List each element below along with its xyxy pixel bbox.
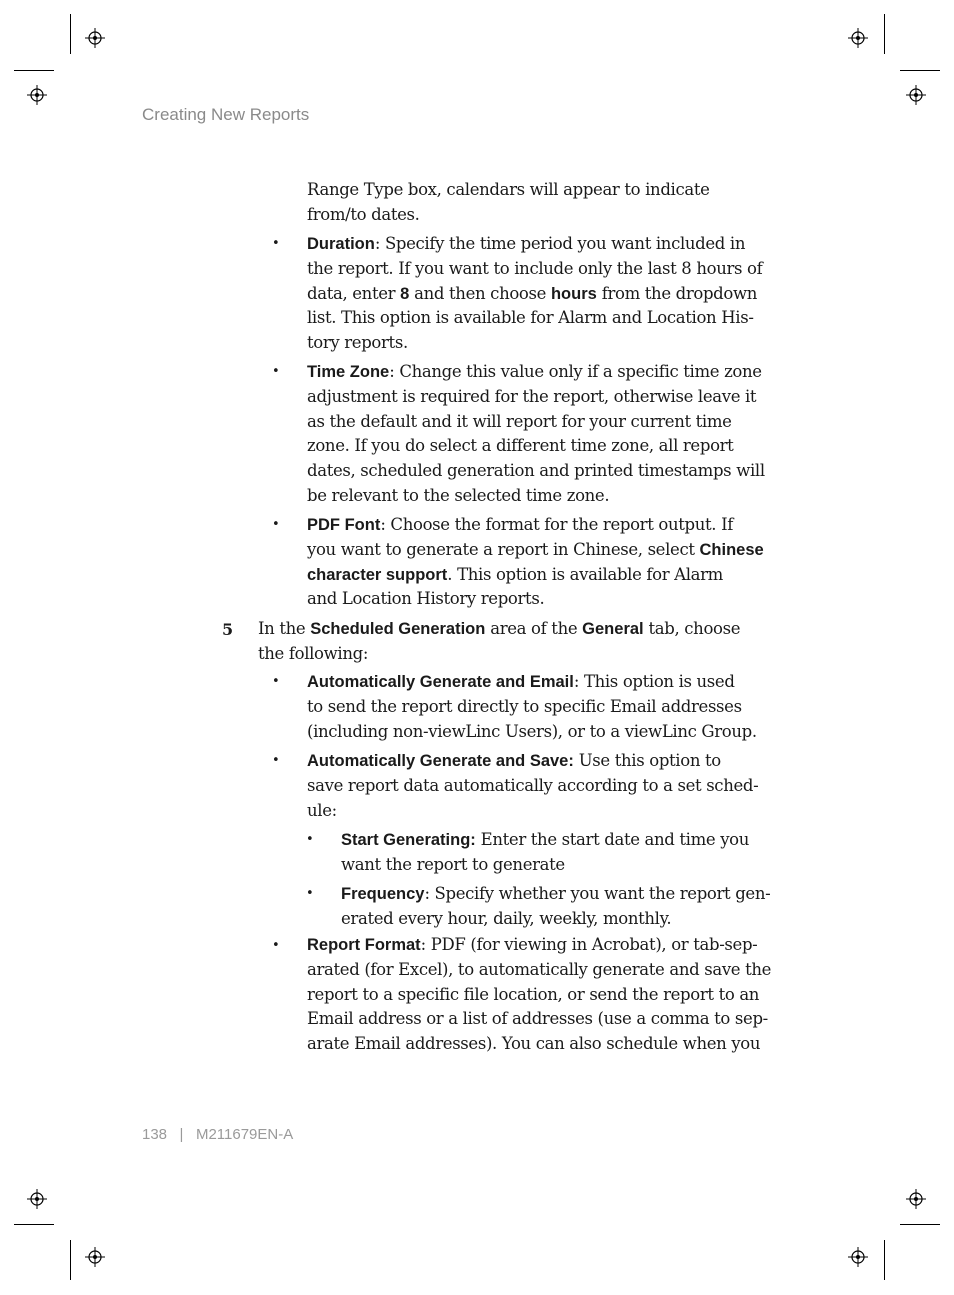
registration-mark-icon	[85, 28, 105, 48]
term-label: Time Zone	[307, 363, 390, 381]
text-line: Time Zone: Change this value only if a specific time zone	[307, 362, 762, 381]
text-line: the report. If you want to include only the last 8 hours of	[307, 258, 763, 278]
term-label: Frequency	[341, 885, 425, 903]
registration-mark-icon	[848, 28, 868, 48]
text-line: character support. This option is available for Alarm	[307, 564, 723, 584]
registration-mark-icon	[27, 85, 47, 105]
bullet-marker: •	[306, 886, 314, 901]
ui-value: Chinese	[699, 540, 764, 559]
text-line: from/to dates.	[307, 204, 420, 224]
ui-value: hours	[550, 284, 597, 303]
text-line: you want to generate a report in Chinese, select Chinese	[307, 539, 764, 559]
text-line: arate Email addresses). You can also schedule when you	[307, 1034, 761, 1054]
document-id: M211679EN-A	[195, 1126, 294, 1143]
crop-mark	[70, 14, 71, 54]
frequency-item	[341, 882, 770, 932]
crop-mark	[14, 70, 54, 71]
running-header: Creating New Reports	[142, 105, 310, 124]
text-line: want the report to generate	[341, 854, 565, 874]
term-label: Automatically Generate and Email	[307, 673, 574, 691]
crop-mark	[900, 70, 940, 71]
text-line: save report data automatically according to a set sched-	[307, 775, 759, 795]
text-line: dates, scheduled generation and printed timestamps will	[307, 461, 765, 481]
duration-item	[307, 232, 762, 356]
text-line: ule:	[307, 800, 337, 820]
ui-value: 8	[400, 284, 410, 303]
text-line: and Location History reports.	[307, 589, 545, 609]
footer-separator: |	[179, 1126, 184, 1143]
text-line: PDF Font: Choose the format for the report output. If	[307, 515, 734, 534]
pdf-font-item	[307, 513, 764, 612]
bullet-marker: •	[272, 674, 280, 689]
ui-value: character support	[307, 565, 448, 584]
crop-mark	[884, 1240, 885, 1280]
term-label: Automatically Generate and Save:	[307, 752, 574, 770]
registration-mark-icon	[906, 85, 926, 105]
bullet-marker: •	[272, 364, 280, 379]
crop-mark	[884, 14, 885, 54]
term-label: Start Generating:	[341, 831, 476, 849]
step-5-paragraph	[258, 617, 740, 667]
text-line: Frequency: Specify whether you want the report gen-	[341, 884, 771, 903]
auto-email-item	[307, 670, 757, 744]
term-label: Report Format	[307, 936, 421, 954]
auto-save-item	[307, 749, 758, 823]
registration-mark-icon	[85, 1247, 105, 1267]
text-line: data, enter 8 and then choose hours from the dropdown	[307, 283, 758, 303]
ui-label: Scheduled Generation	[310, 620, 486, 638]
text-line: tory reports.	[307, 333, 408, 353]
text-line: zone. If you do select a different time zone, all report	[307, 436, 734, 456]
crop-mark	[14, 1224, 54, 1225]
bullet-marker: •	[272, 517, 280, 532]
text-line: arated (for Excel), to automatically generate and save the	[307, 959, 772, 979]
term-label: Duration	[307, 235, 375, 253]
text-line: (including non-viewLinc Users), or to a viewLinc Group.	[307, 721, 757, 741]
text-line: to send the report directly to specific Email addresses	[307, 696, 742, 716]
registration-mark-icon	[906, 1189, 926, 1209]
text-line: as the default and it will report for your current time	[307, 411, 732, 431]
text-line: erated every hour, daily, weekly, monthly.	[341, 908, 672, 928]
text-line: be relevant to the selected time zone.	[307, 485, 610, 505]
registration-mark-icon	[848, 1247, 868, 1267]
text-line: Duration: Specify the time period you want included in	[307, 234, 746, 253]
text-line: Report Format: PDF (for viewing in Acrobat), or tab-sep-	[307, 935, 758, 954]
bullet-marker: •	[272, 236, 280, 251]
report-format-item	[307, 933, 771, 1057]
text-line: Start Generating: Enter the start date and time you	[341, 830, 750, 849]
text-line: Email address or a list of addresses (use a comma to sep-	[307, 1009, 768, 1029]
text-line: report to a specific file location, or send the report to an	[307, 984, 760, 1004]
term-label: PDF Font	[307, 516, 381, 534]
time-zone-item	[307, 360, 765, 509]
bullet-marker: •	[272, 938, 280, 953]
text-line: Automatically Generate and Email: This option is used	[307, 672, 735, 691]
page-number: 138	[142, 1126, 168, 1143]
step-number: 5	[222, 620, 234, 639]
ui-label: General	[582, 620, 644, 638]
registration-mark-icon	[27, 1189, 47, 1209]
crop-mark	[900, 1224, 940, 1225]
text-line: In the Scheduled Generation area of the General tab, choose	[258, 619, 741, 638]
page-footer	[142, 1126, 293, 1143]
continuation-paragraph	[307, 178, 710, 228]
bullet-marker: •	[272, 753, 280, 768]
text-line: Range Type box, calendars will appear to indicate	[307, 180, 710, 199]
text-line: adjustment is required for the report, otherwise leave it	[307, 386, 757, 406]
text-line: Automatically Generate and Save: Use this option to	[307, 751, 721, 770]
bullet-marker: •	[306, 832, 314, 847]
start-generating-item	[341, 828, 749, 878]
text-line: the following:	[258, 643, 369, 663]
crop-mark	[70, 1240, 71, 1280]
text-line: list. This option is available for Alarm and Location His-	[307, 308, 754, 328]
